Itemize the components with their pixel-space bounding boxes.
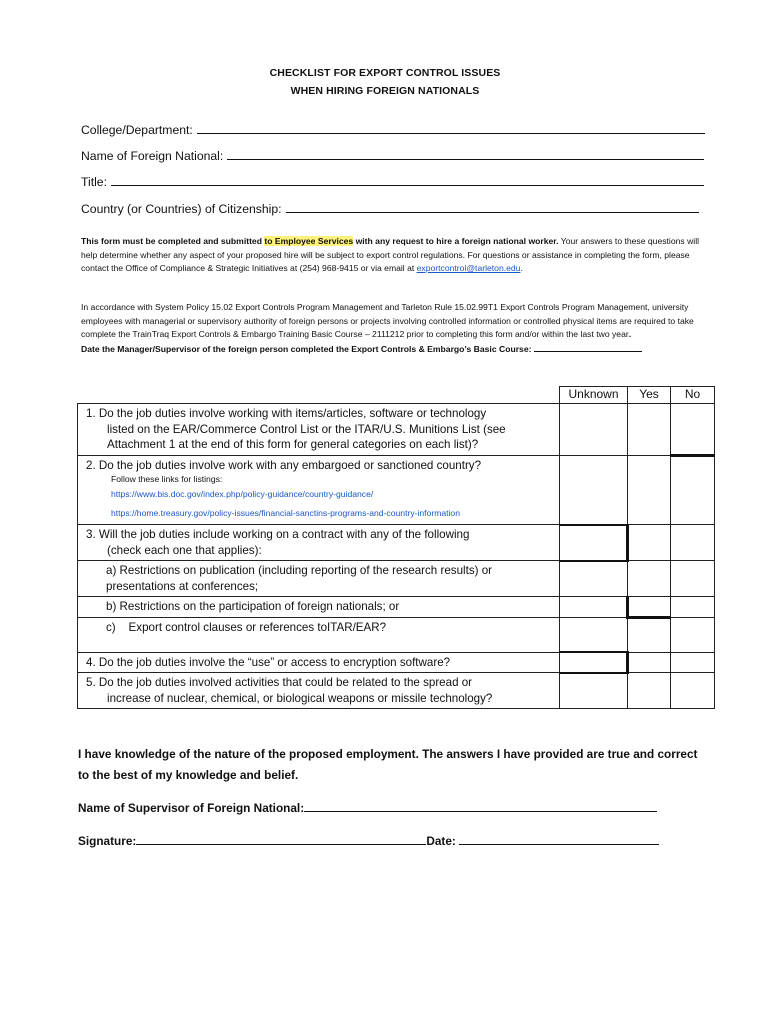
q4-unknown-checkbox[interactable] bbox=[560, 652, 628, 673]
policy-paragraph bbox=[81, 301, 709, 356]
signature-input-line[interactable] bbox=[136, 832, 426, 845]
date-label: Date: bbox=[426, 834, 456, 848]
foreign-national-name-input-line[interactable] bbox=[227, 147, 704, 160]
question-1-line1: 1. Do the job duties involve working with items/articles, software or technology bbox=[86, 407, 487, 420]
form-title-line1: CHECKLIST FOR EXPORT CONTROL ISSUES bbox=[269, 67, 501, 79]
intro-bold-1: This form must be completed and submitted bbox=[81, 236, 265, 246]
q3c-yes-checkbox[interactable] bbox=[628, 617, 671, 652]
q4-yes-checkbox[interactable] bbox=[628, 652, 671, 673]
question-1 bbox=[78, 404, 560, 456]
question-2-text: 2. Do the job duties involve work with any embargoed or sanctioned country? bbox=[86, 458, 482, 472]
header-blank-cell bbox=[78, 387, 560, 404]
q3-no-checkbox[interactable] bbox=[671, 525, 715, 561]
q3a-unknown-checkbox[interactable] bbox=[560, 561, 628, 597]
foreign-national-name-field bbox=[81, 147, 704, 163]
q2-yes-checkbox[interactable] bbox=[628, 455, 671, 525]
q1-no-checkbox[interactable] bbox=[671, 404, 715, 456]
signature-label: Signature: bbox=[78, 834, 137, 848]
question-3-line2: (check each one that applies): bbox=[107, 543, 262, 557]
q4-no-checkbox[interactable] bbox=[671, 652, 715, 673]
q3-yes-checkbox[interactable] bbox=[628, 525, 671, 561]
yes-column-header: Yes bbox=[628, 387, 671, 404]
supervisor-name-field bbox=[78, 799, 657, 815]
q5-yes-checkbox[interactable] bbox=[628, 673, 671, 709]
q3c-no-checkbox[interactable] bbox=[671, 617, 715, 652]
q3-unknown-checkbox[interactable] bbox=[560, 525, 628, 561]
intro-text: Your answers to these questions will help determine whether any aspect of your proposed hire will be subject to export control regulations. For questions or assistance in completing the form, please contact the Office of Compliance & Strategic Initiatives at (254) 968-9415 or via email at bbox=[81, 236, 700, 274]
bis-country-guidance-link[interactable]: https://www.bis.doc.gov/index.php/policy-guidance/country-guidance/ bbox=[111, 489, 374, 499]
q3b-yes-checkbox[interactable] bbox=[628, 597, 671, 618]
question-5 bbox=[78, 673, 560, 709]
q5-unknown-checkbox[interactable] bbox=[560, 673, 628, 709]
citizenship-field bbox=[81, 200, 699, 216]
intro-end: . bbox=[520, 263, 523, 274]
policy-text: In accordance with System Policy 15.02 Export Controls Program Management and Tarleton Rule 15.02.99T1 Export Controls Program Management, university employees with managerial or supervisory authority of foreign persons or projects involving controlled information or controlled physical items are required to take complete the TrainTraq Export Controls & Embargo Training Basic Course – 2111212 prior to completing this form and/or within the last two year bbox=[81, 302, 694, 340]
question-3b: b) Restrictions on the participation of foreign nationals; or bbox=[78, 597, 560, 618]
question-4: 4. Do the job duties involve the “use” or access to encryption software? bbox=[78, 652, 560, 673]
q5-no-checkbox[interactable] bbox=[671, 673, 715, 709]
policy-period: . bbox=[628, 329, 632, 340]
q3a-yes-checkbox[interactable] bbox=[628, 561, 671, 597]
question-1-line2: listed on the EAR/Commerce Control List or the ITAR/U.S. Munitions List (see Attachment 1 at the end of this form for general categories on each list)? bbox=[107, 422, 506, 451]
training-date-label: Date the Manager/Supervisor of the foreign person completed the Export Controls & Embargo’s Basic Course: bbox=[81, 343, 532, 354]
question-5-line2: increase of nuclear, chemical, or biological weapons or missile technology? bbox=[107, 691, 493, 705]
title-label: Title: bbox=[81, 175, 107, 189]
q3b-no-checkbox[interactable] bbox=[671, 597, 715, 618]
q3a-no-checkbox[interactable] bbox=[671, 561, 715, 597]
foreign-national-name-label: Name of Foreign National: bbox=[81, 149, 224, 163]
question-2 bbox=[78, 455, 560, 525]
q2-no-checkbox[interactable] bbox=[671, 455, 715, 525]
q2-unknown-checkbox[interactable] bbox=[560, 455, 628, 525]
treasury-sanctions-link[interactable]: https://home.treasury.gov/policy-issues/financial-sanctins-programs-and-country-information bbox=[111, 507, 460, 518]
no-column-header: No bbox=[671, 387, 715, 404]
unknown-column-header: Unknown bbox=[560, 387, 628, 404]
question-2-note: Follow these links for listings: bbox=[111, 474, 223, 484]
question-3-line1: 3. Will the job duties include working on a contract with any of the following bbox=[86, 528, 470, 541]
college-label: College/Department: bbox=[81, 123, 193, 137]
question-3 bbox=[78, 525, 560, 561]
citizenship-label: Country (or Countries) of Citizenship: bbox=[81, 202, 282, 216]
certification-statement: I have knowledge of the nature of the proposed employment. The answers I have provided are true and correct to the best of my knowledge and belief. bbox=[78, 747, 698, 782]
college-field bbox=[81, 121, 705, 137]
question-3a: a) Restrictions on publication (including reporting of the research results) or presentations at conferences; bbox=[78, 561, 560, 597]
title-input-line[interactable] bbox=[111, 173, 704, 186]
training-date-input-line[interactable] bbox=[534, 342, 642, 352]
q1-yes-checkbox[interactable] bbox=[628, 404, 671, 456]
supervisor-name-label: Name of Supervisor of Foreign National: bbox=[78, 801, 305, 815]
q1-unknown-checkbox[interactable] bbox=[560, 404, 628, 456]
supervisor-name-input-line[interactable] bbox=[304, 799, 657, 812]
intro-bold-2: with any request to hire a foreign national worker. bbox=[353, 236, 559, 246]
question-3c: c) Export control clauses or references toITAR/EAR? bbox=[78, 617, 560, 652]
form-title-line2: WHEN HIRING FOREIGN NATIONALS bbox=[290, 85, 480, 97]
title-field bbox=[81, 173, 704, 189]
date-input-line[interactable] bbox=[459, 832, 659, 845]
intro-paragraph bbox=[81, 235, 709, 276]
citizenship-input-line[interactable] bbox=[286, 200, 699, 213]
signature-date-row bbox=[78, 832, 659, 848]
q3b-unknown-checkbox[interactable] bbox=[560, 597, 628, 618]
question-5-line1: 5. Do the job duties involved activities that could be related to the spread or bbox=[86, 676, 473, 689]
q3c-unknown-checkbox[interactable] bbox=[560, 617, 628, 652]
email-link[interactable]: exportcontrol@tarleton.edu bbox=[416, 263, 521, 274]
college-input-line[interactable] bbox=[197, 121, 705, 134]
intro-highlight: to Employee Services bbox=[264, 236, 354, 246]
questions-table bbox=[77, 386, 715, 709]
